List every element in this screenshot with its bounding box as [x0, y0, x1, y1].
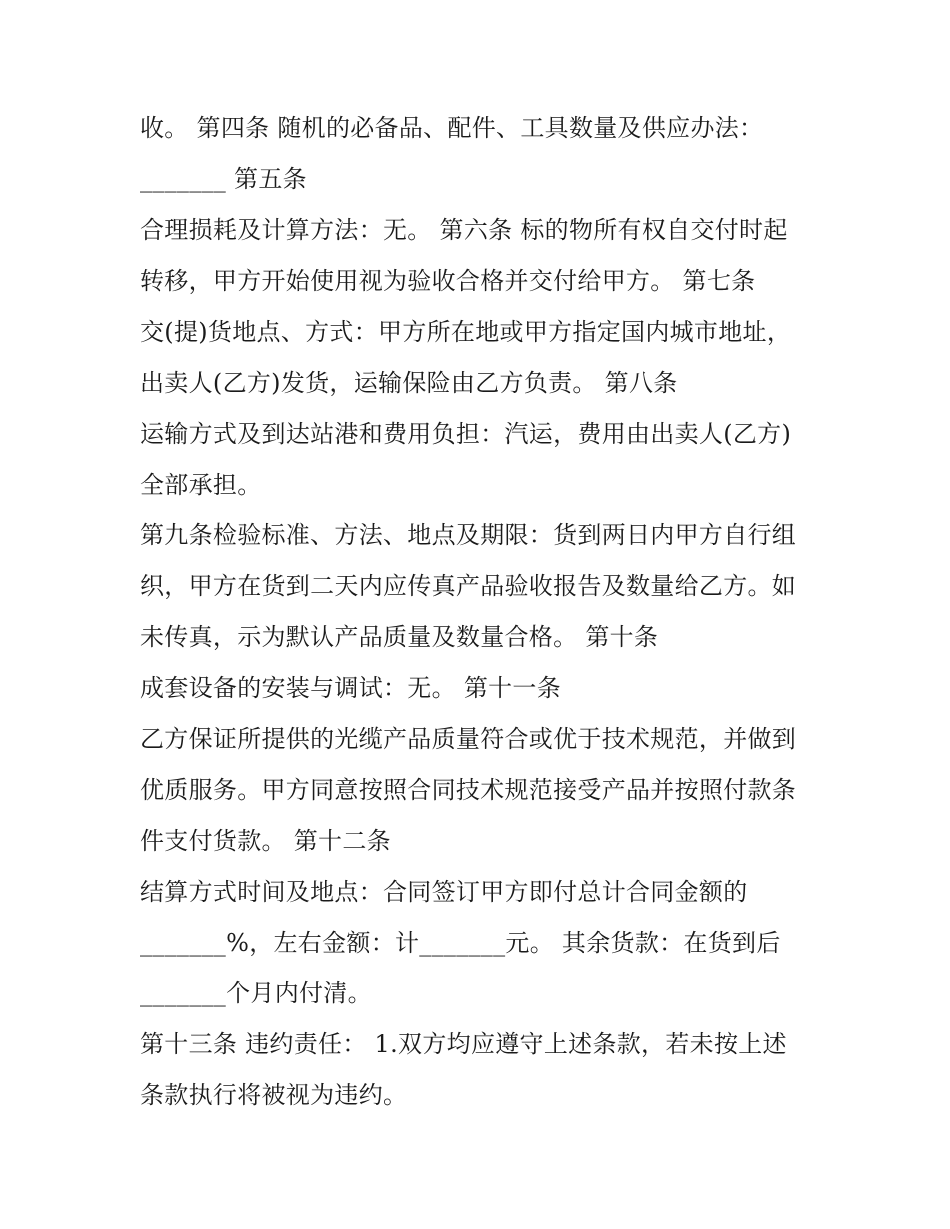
- text-line-15: 件支付货款。 第十二条: [140, 827, 391, 855]
- text-line-2: _______ 第五条: [140, 165, 307, 193]
- text-line-19: 第十三条 违约责任： 1.双方均应遵守上述条款，若未按上述: [140, 1030, 787, 1058]
- text-line-8: 全部承担。: [140, 471, 262, 499]
- text-line-6: 出卖人(乙方)发货，运输保险由乙方负责。 第八条: [140, 369, 678, 397]
- text-line-7: 运输方式及到达站港和费用负担：汽运，费用由出卖人(乙方): [140, 420, 792, 448]
- text-line-9: 第九条检验标准、方法、地点及期限：货到两日内甲方自行组: [140, 521, 797, 549]
- text-line-14: 优质服务。甲方同意按照合同技术规范接受产品并按照付款条: [140, 776, 797, 804]
- text-line-5: 交(提)货地点、方式：甲方所在地或甲方指定国内城市地址，: [140, 318, 792, 346]
- text-line-13: 乙方保证所提供的光缆产品质量符合或优于技术规范，并做到: [140, 725, 797, 753]
- text-line-16: 结算方式时间及地点：合同签订甲方即付总计合同金额的: [140, 878, 748, 906]
- text-line-12: 成套设备的安装与调试：无。 第十一条: [140, 674, 562, 702]
- text-line-11: 未传真，示为默认产品质量及数量合格。 第十条: [140, 623, 659, 651]
- text-line-18: _______个月内付清。: [140, 979, 372, 1007]
- text-line-20: 条款执行将被视为违约。: [140, 1081, 408, 1109]
- text-line-17: _______%，左右金额：计_______元。 其余货款：在货到后: [140, 929, 781, 957]
- text-line-3: 合理损耗及计算方法：无。 第六条 标的物所有权自交付时起: [140, 216, 788, 244]
- text-line-1: 收。 第四条 随机的必备品、配件、工具数量及供应办法：: [140, 114, 764, 142]
- text-line-4: 转移，甲方开始使用视为验收合格并交付给甲方。 第七条: [140, 267, 756, 295]
- text-line-10: 织，甲方在货到二天内应传真产品验收报告及数量给乙方。如: [140, 572, 797, 600]
